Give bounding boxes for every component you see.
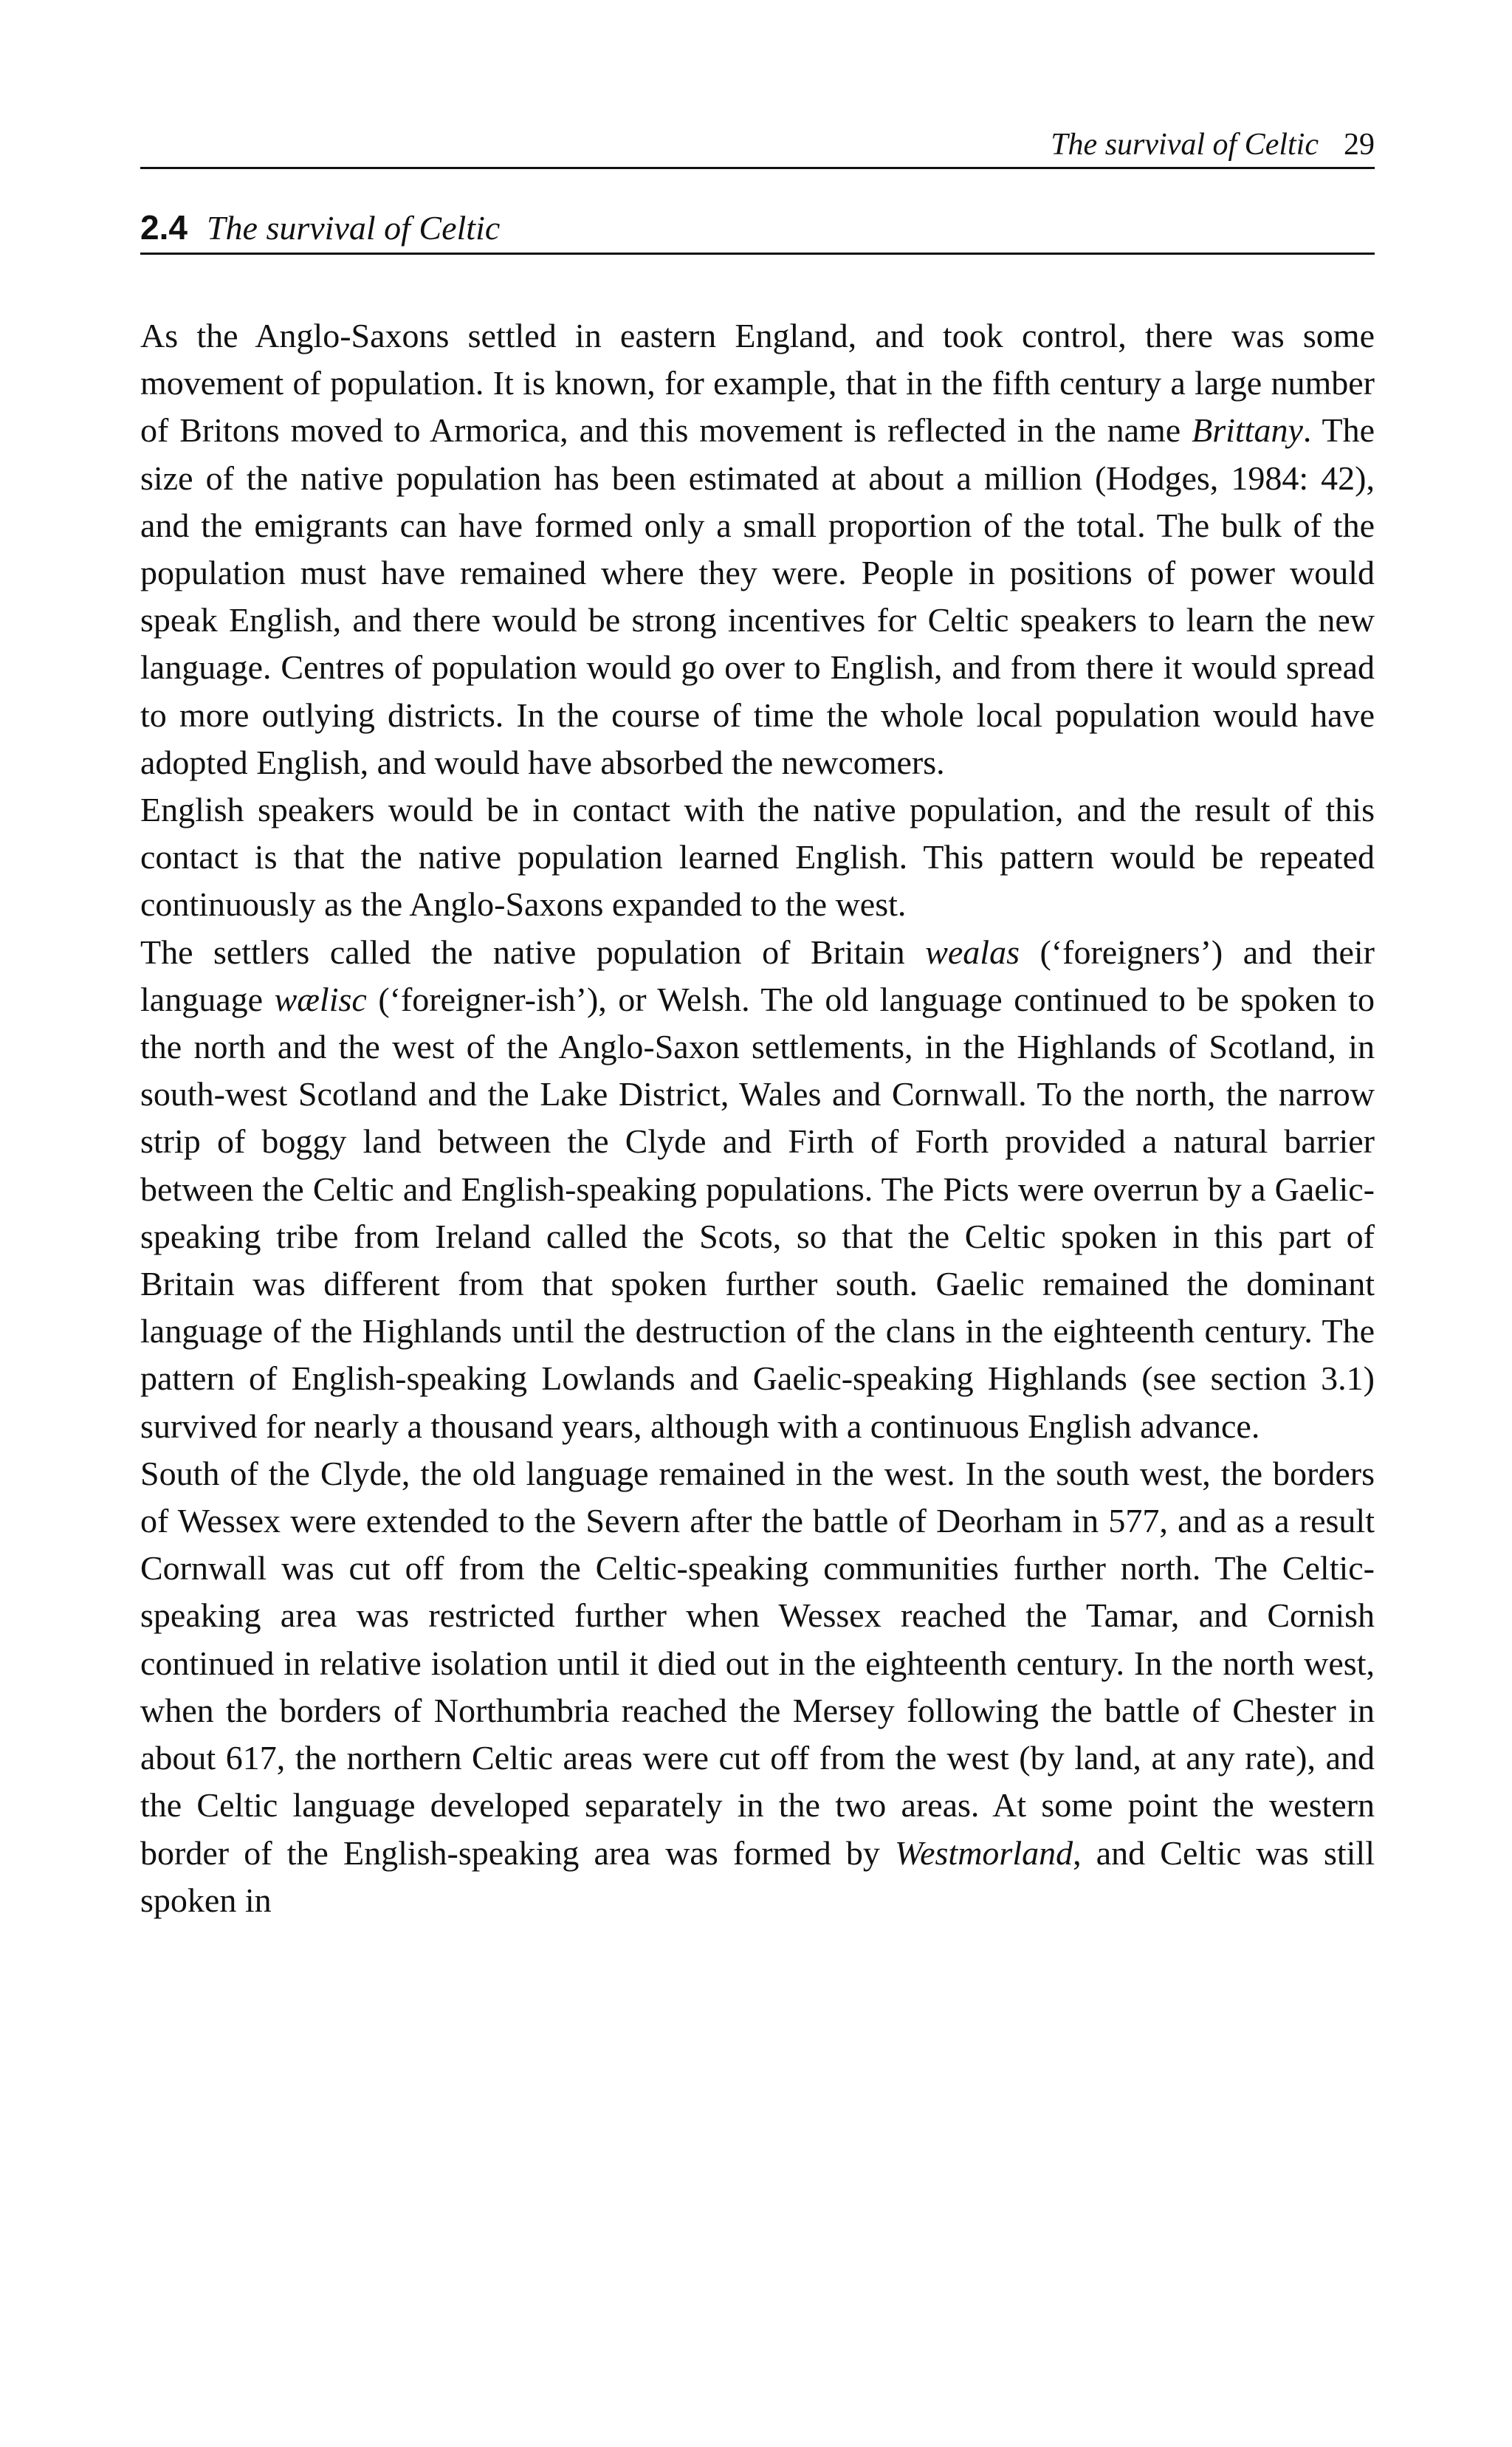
text-run: The settlers called the native population of Britain xyxy=(140,933,926,971)
text-run: (‘foreigners’) and their language xyxy=(140,933,1375,1018)
text-run: As the Anglo-Saxons settled in eastern England, and took control, there was some movement of population. It is known, for example, that in the fifth century a large number of Britons moved to Armorica, and this movement is reflected in the name xyxy=(140,317,1375,450)
italic-term: Westmorland xyxy=(895,1833,1073,1872)
text-run: . The size of the native population has been estimated at about a million (Hodges, 1984: 42), and the emigrants can have formed only a small proportion of the total. The bulk of the population must have remained where they were. People in positions of power would speak English, and there would be strong incentives for Celtic speakers to learn the new language. Centres of population would go over to English, and from there it would spread to more outlying districts. In the course of time the whole local population would have adopted English, and would have absorbed the newcomers. xyxy=(140,411,1375,781)
text-run: (‘foreigner-ish’), or Welsh. The old language continued to be spoken to the north and the west of the Anglo-Saxon settlements, in the Highlands of Scotland, in south-west Scotland and the Lake District, Wales and Cornwall. To the north, the narrow strip of boggy land between the Clyde and Firth of Forth provided a natural barrier between the Celtic and English-speaking populations. The Picts were overrun by a Gaelic-speaking tribe from Ireland called the Scots, so that the Celtic spoken in this part of Britain was different from that spoken further south. Gaelic remained the dominant language of the Highlands until the destruction of the clans in the eighteenth century. The pattern of English-speaking Lowlands and Gaelic-speaking Highlands (see section 3.1) survived for nearly a thousand years, although with a continuous English advance. xyxy=(140,980,1375,1445)
italic-term: wælisc xyxy=(274,980,367,1018)
paragraph xyxy=(140,786,1375,929)
section-number: 2.4 xyxy=(140,208,188,247)
book-page xyxy=(140,126,1375,1924)
paragraph xyxy=(140,929,1375,1450)
running-header xyxy=(140,126,1375,169)
running-title: The survival of Celtic xyxy=(1051,128,1319,162)
paragraph xyxy=(140,1450,1375,1924)
italic-term: wealas xyxy=(925,933,1020,971)
text-run: South of the Clyde, the old language remained in the west. In the south west, the borders of Wessex were extended to the Severn after the battle of Deorham in 577, and as a result Cornwall was cut off from the Celtic-speaking communities further north. The Celtic-speaking area was restricted further when Wessex reached the Tamar, and Cornish continued in relative isolation until it died out in the eighteenth century. In the north west, when the borders of Northumbria reached the Mersey following the battle of Chester in about 617, the northern Celtic areas were cut off from the west (by land, at any rate), and the Celtic language developed separately in the two areas. At some point the western border of the English-speaking area was formed by xyxy=(140,1454,1375,1872)
section-heading xyxy=(140,206,1375,255)
text-run: , and Celtic was still spoken in xyxy=(140,1833,1375,1919)
italic-term: Brittany xyxy=(1192,411,1303,450)
body-text xyxy=(140,312,1375,1924)
paragraph xyxy=(140,312,1375,786)
page-number: 29 xyxy=(1344,128,1375,162)
section-title: The survival of Celtic xyxy=(206,209,501,247)
text-run: English speakers would be in contact with the native population, and the result of this contact is that the native population learned English. This pattern would be repeated continuously as the Anglo-Saxons expanded to the west. xyxy=(140,791,1375,924)
